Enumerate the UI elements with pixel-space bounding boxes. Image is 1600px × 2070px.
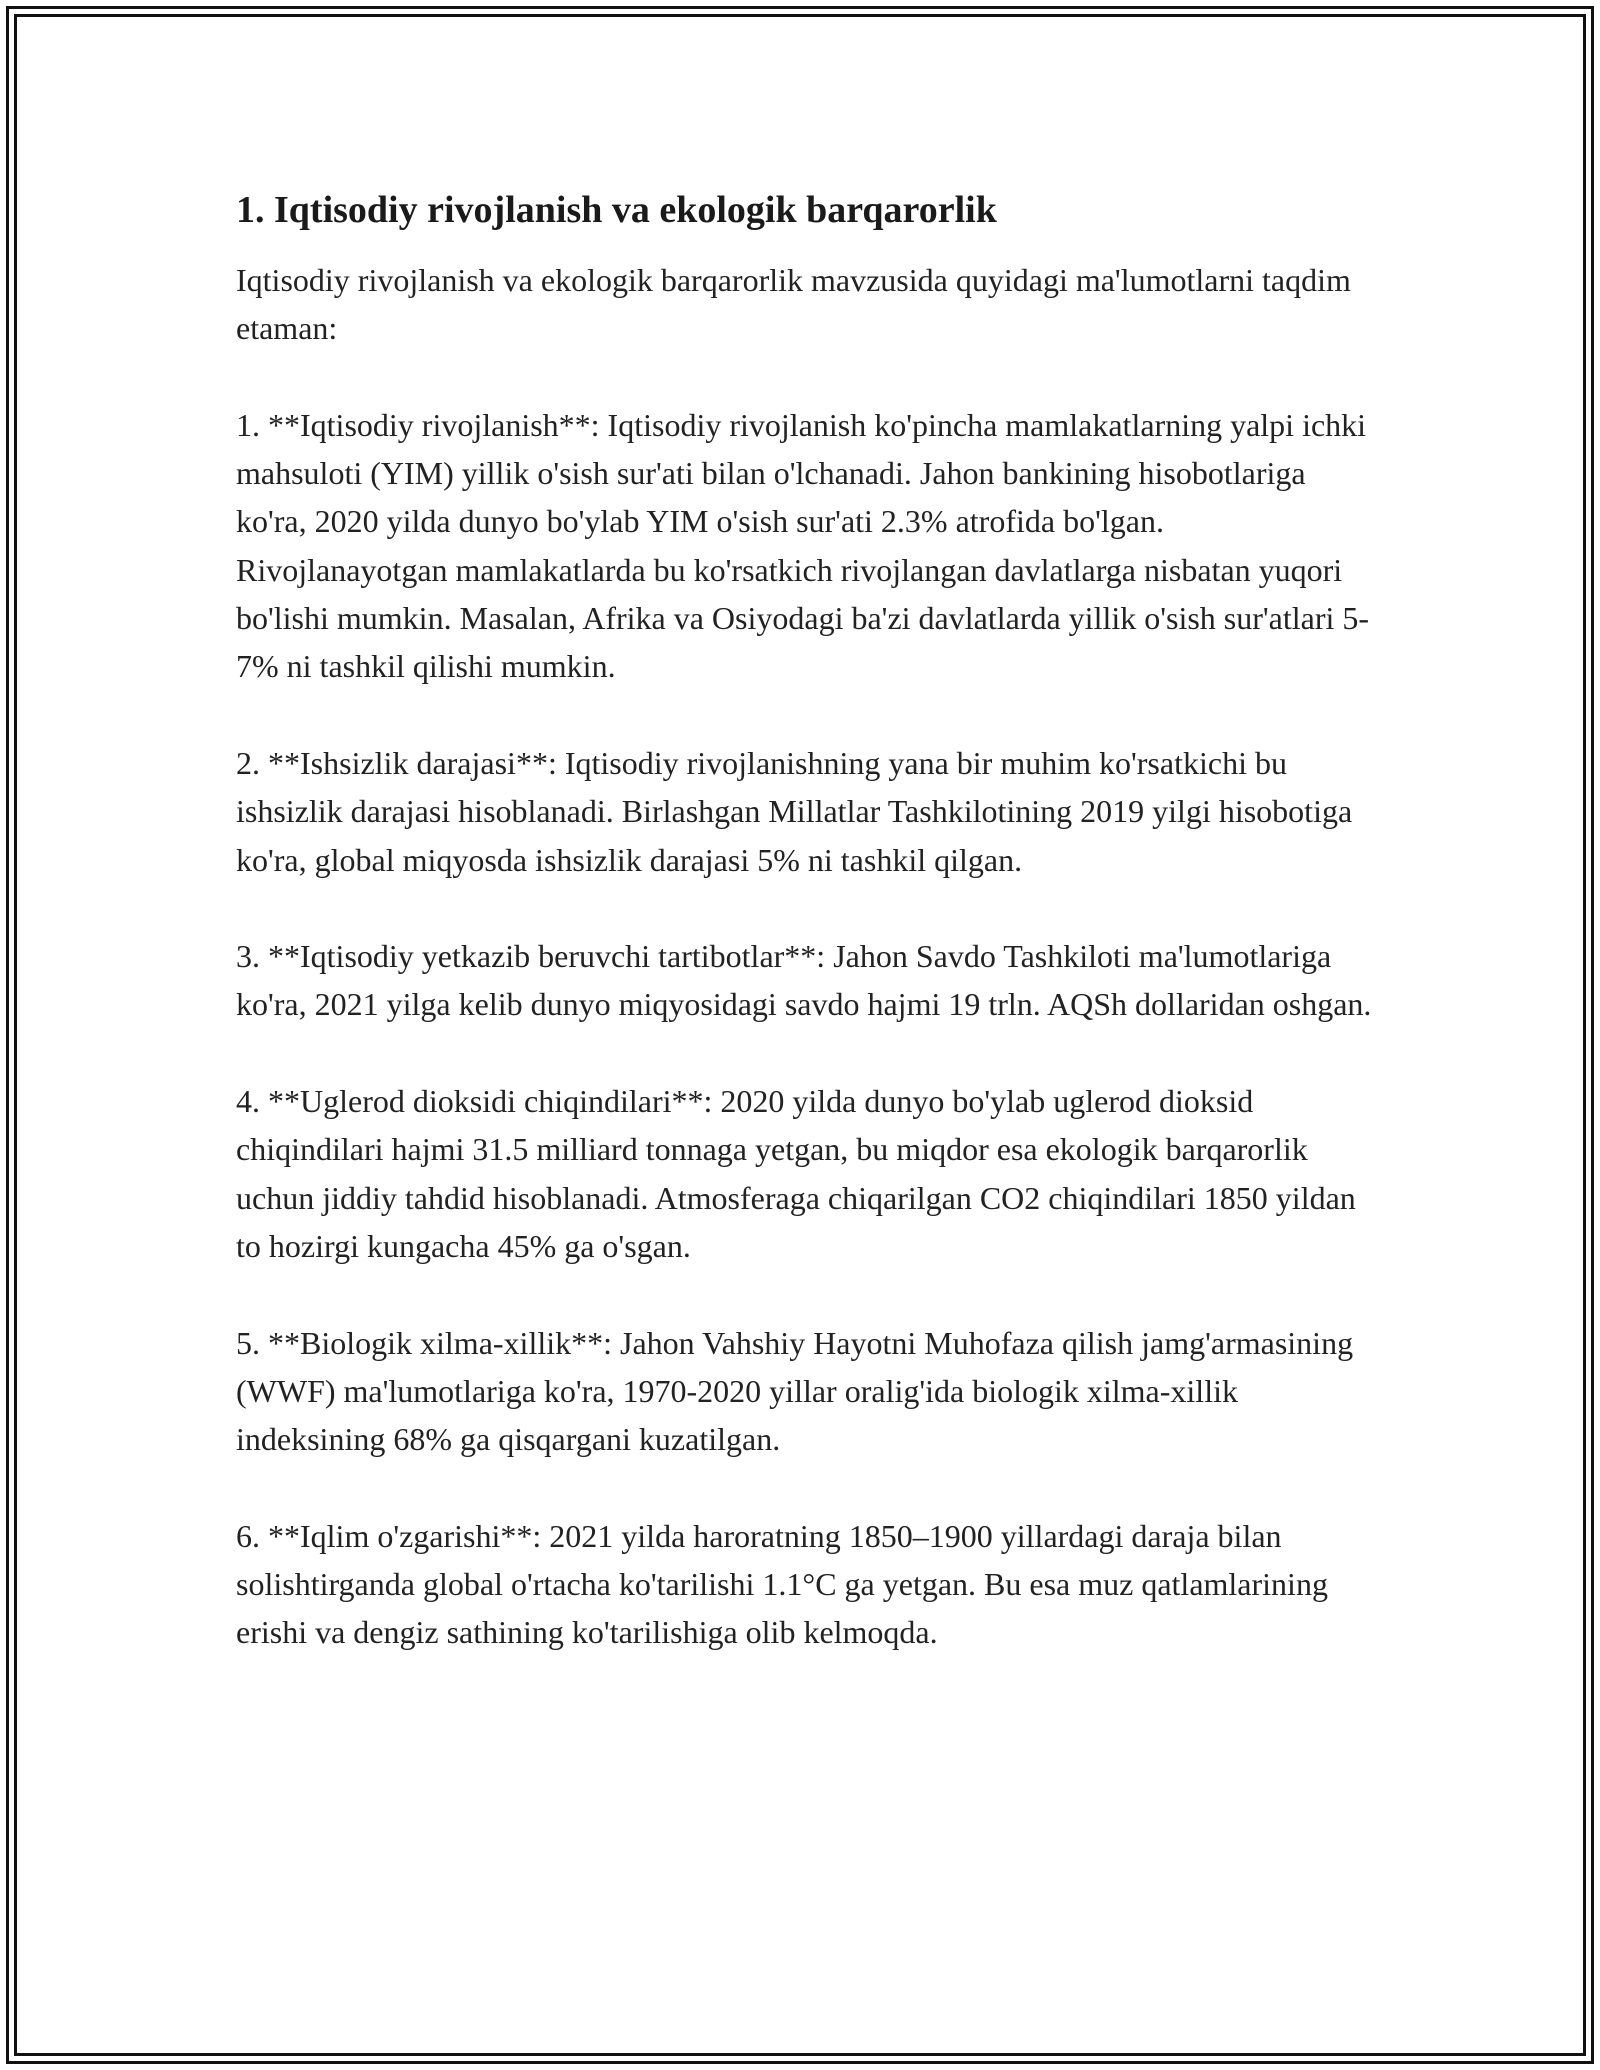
list-item: 6. **Iqlim o'zgarishi**: 2021 yilda haroratning 1850–1900 yillardagi daraja bilan solishtirganda global o'rtacha ko'tarilishi 1.1°C ga yetgan. Bu esa muz qatlamlarining erishi va dengiz sathining ko'tarilishiga olib kelmoqda. — [236, 1517, 1328, 1651]
list-item: 2. **Ishsizlik darajasi**: Iqtisodiy rivojlanishning yana bir muhim ko'rsatkichi bu ishsizlik darajasi hisoblanadi. Birlashgan Millatlar Tashkilotining 2019 yilgi hisobotiga ko'ra, global miqyosda ishsizlik darajasi 5% ni tashkil qilgan. — [236, 744, 1353, 878]
list-item: 1. **Iqtisodiy rivojlanish**: Iqtisodiy rivojlanish ko'pincha mamlakatlarning yalpi ichki mahsuloti (YIM) yillik o'sish sur'ati bilan o'lchanadi. Jahon bankining hisobotlariga ko'ra, 2020 yilda dunyo bo'ylab YIM o'sish sur'ati 2.3% atrofida bo'lgan. Rivojlanayotgan mamlakatlarda bu ko'rsatkich rivojlangan davlatlarga nisbatan yuqori bo'lishi mumkin. Masalan, Afrika va Osiyodagi ba'zi davlatlarda yillik o'sish sur'atlari 5-7% ni tashkil qilishi mumkin. — [236, 406, 1370, 685]
list-item: 4. **Uglerod dioksidi chiqindilari**: 2020 yilda dunyo bo'ylab uglerod dioksid chiqindilari hajmi 31.5 milliard tonnaga yetgan, bu miqdor esa ekologik barqarorlik uchun jiddiy tahdid hisoblanadi. Atmosferaga chiqarilgan CO2 chiqindilari 1850 yildan to hozirgi kungacha 45% ga o'sgan. — [236, 1083, 1356, 1264]
list-item: 3. **Iqtisodiy yetkazib beruvchi tartibotlar**: Jahon Savdo Tashkiloti ma'lumotlariga ko'ra, 2021 yilga kelib dunyo miqyosidagi savdo hajmi 19 trln. AQSh dollaridan oshgan. — [236, 938, 1372, 1023]
intro-paragraph: Iqtisodiy rivojlanish va ekologik barqarorlik mavzusida quyidagi ma'lumotlarni taqdim etaman: — [236, 262, 1351, 347]
list-item: 5. **Biologik xilma-xillik**: Jahon Vahshiy Hayotni Muhofaza qilish jamg'armasining (WWF) ma'lumotlariga ko'ra, 1970-2020 yillar oralig'ida biologik xilma-xillik indeksining 68% ga qisqargani kuzatilgan. — [236, 1324, 1354, 1458]
document-body — [236, 186, 1376, 1657]
document-title: 1. Iqtisodiy rivojlanish va ekologik barqarorlik — [236, 189, 997, 231]
